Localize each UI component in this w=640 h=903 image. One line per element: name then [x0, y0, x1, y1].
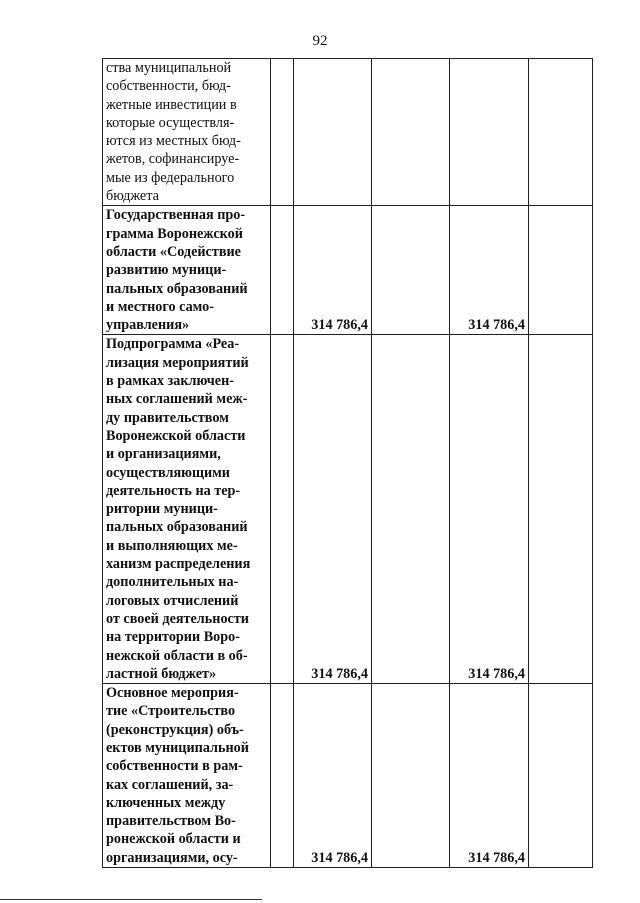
row-name-line: от своей деятельности: [106, 610, 249, 627]
row-name-line: Воронежской области: [106, 427, 246, 444]
page-number: 92: [312, 33, 328, 49]
row-name-line: развитию муници-: [106, 262, 227, 279]
budget-table: [102, 58, 593, 868]
row-name-line: логовых отчислений: [106, 592, 239, 609]
row-name-line: жетов, софинансируе-: [106, 151, 240, 168]
row-name-line: ластной бюджет»: [106, 665, 217, 682]
row-name-line: правительством Во-: [106, 813, 236, 830]
row-name-cell: [103, 684, 271, 868]
empty-cell: [529, 684, 593, 868]
row-name-line: дополнительных на-: [106, 574, 239, 591]
row-name-line: пальных образований: [106, 519, 248, 536]
row-name-line: грамма Воронежской: [106, 225, 243, 242]
row-name-line: ектов муниципальной: [106, 739, 249, 756]
row-name-line: и местного само-: [106, 298, 214, 315]
empty-cell: [271, 684, 294, 868]
empty-cell: [529, 335, 593, 684]
row-name-line: пальных образований: [106, 280, 248, 297]
empty-cell: [372, 335, 450, 684]
value-cell: [294, 59, 372, 206]
row-name-line: ства муниципальной: [106, 60, 232, 76]
row-name-line: деятельность на тер-: [106, 482, 241, 499]
row-name-line: которые осуществля-: [106, 114, 235, 131]
empty-cell: [372, 59, 450, 206]
row-name-line: бюджета: [106, 188, 159, 205]
row-name-line: ключенных между: [106, 794, 226, 811]
row-name-line: ются из местных бюд-: [106, 133, 241, 150]
row-name-line: Основное мероприя-: [106, 685, 239, 702]
row-name-line: в рамках заключен-: [106, 373, 234, 390]
empty-cell: [529, 206, 593, 335]
empty-cell: [271, 206, 294, 335]
value-cell: 314 786,4: [294, 335, 372, 684]
row-name-line: ронежской области и: [106, 831, 241, 848]
empty-cell: [372, 206, 450, 335]
value-cell: 314 786,4: [450, 684, 529, 868]
value-cell: 314 786,4: [450, 335, 529, 684]
row-name-line: (реконструкция) объ-: [106, 721, 244, 738]
row-name-line: жетные инвестиции в: [106, 96, 237, 113]
row-name-line: и организациями,: [106, 446, 221, 463]
row-name-line: ритории муници-: [106, 501, 218, 518]
row-name-line: области «Содействие: [106, 243, 241, 260]
row-name-line: осуществляющими: [106, 464, 230, 481]
row-name-line: лизация мероприятий: [106, 354, 249, 371]
value-cell: 314 786,4: [294, 684, 372, 868]
row-name-line: ханизм распределения: [106, 556, 251, 573]
row-name-line: организациями, осу-: [106, 849, 238, 866]
row-name-cell: [103, 59, 271, 206]
row-name-line: ду правительством: [106, 409, 229, 426]
empty-cell: [271, 59, 294, 206]
table-row: [103, 684, 593, 868]
empty-cell: [372, 684, 450, 868]
row-name-cell: [103, 206, 271, 335]
table-row: [103, 206, 593, 335]
table-row: [103, 335, 593, 684]
row-name-line: управления»: [106, 317, 190, 334]
empty-cell: [271, 335, 294, 684]
empty-cell: [529, 59, 593, 206]
table-row: [103, 59, 593, 206]
row-name-line: тие «Строительство: [106, 703, 236, 720]
value-cell: 314 786,4: [294, 206, 372, 335]
row-name-cell: [103, 335, 271, 684]
value-cell: 314 786,4: [450, 206, 529, 335]
row-name-line: мые из федерального: [106, 169, 235, 186]
row-name-line: ках соглашений, за-: [106, 776, 234, 793]
row-name-line: собственности, бюд-: [106, 78, 231, 95]
row-name-line: Государственная про-: [106, 207, 246, 224]
row-name-line: ных соглашений меж-: [106, 391, 248, 408]
row-name-line: нежской области в об-: [106, 647, 248, 664]
row-name-line: собственности в рам-: [106, 758, 243, 775]
row-name-line: на территории Воро-: [106, 629, 240, 646]
row-name-line: и выполняющих ме-: [106, 537, 238, 554]
row-name-line: Подпрограмма «Реа-: [106, 336, 240, 353]
footnote-separator: [0, 899, 262, 900]
value-cell: [450, 59, 529, 206]
